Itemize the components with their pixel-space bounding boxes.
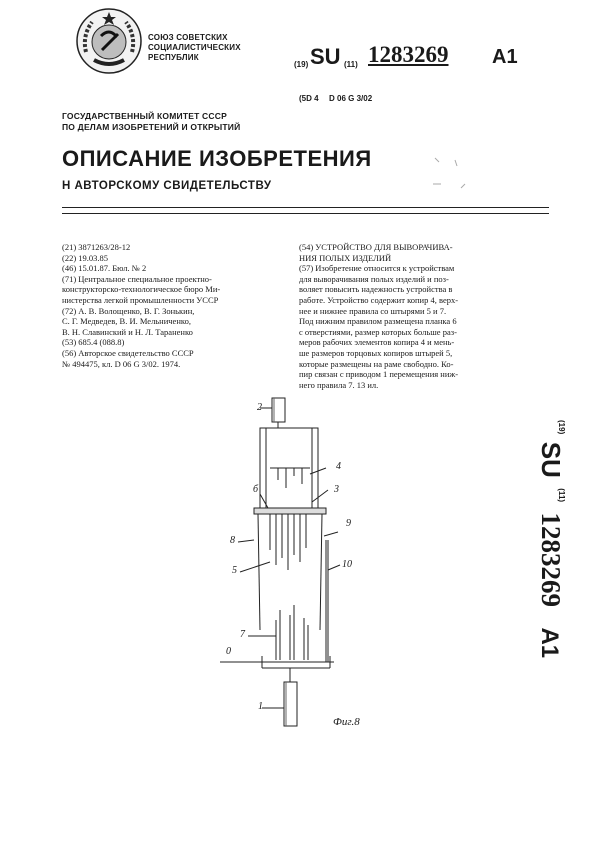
abstract-line: работе. Устройство содержит копир 4, верх- <box>299 294 459 305</box>
label-1: 1 <box>258 701 263 712</box>
label-10: 10 <box>342 559 352 570</box>
org-line: СОЮЗ СОВЕТСКИХ <box>148 33 228 42</box>
frame-top <box>260 428 318 510</box>
patent-number: 1283269 <box>368 42 449 67</box>
plate <box>254 508 326 514</box>
abstract-line: для выворачивания полых изделий и поз- <box>299 273 449 284</box>
side-code-11: (11) <box>557 488 566 503</box>
label-6: б <box>253 484 259 495</box>
label-8: 8 <box>230 535 235 546</box>
abstract <box>299 242 458 390</box>
side-number: 1283269 <box>536 512 566 608</box>
biblio-line: (21) 3871263/28-12 <box>62 242 131 252</box>
kind-code: A1 <box>492 46 518 68</box>
abstract-line: (54) УСТРОЙСТВО ДЛЯ ВЫВОРАЧИВА- <box>299 242 453 252</box>
biblio-line: В. Н. Славинский и Н. Л. Тараненко <box>62 326 193 337</box>
org-line: РЕСПУБЛИК <box>148 53 199 62</box>
committee-line: ГОСУДАРСТВЕННЫЙ КОМИТЕТ СССР <box>62 111 227 121</box>
biblio-line: (71) Центральное специальное проектно- <box>62 273 212 284</box>
biblio-line: (53) 685.4 (088.8) <box>62 337 125 348</box>
label-9: 9 <box>346 518 351 529</box>
biblio-line: (72) А. В. Волощенко, В. Г. Зонькин, <box>62 305 195 316</box>
code-11: (11) <box>344 60 358 69</box>
biblio-line: конструкторско-технологическое бюро Ми- <box>62 284 221 295</box>
biblio-line: № 494475, кл. D 06 G 3/02. 1974. <box>62 358 181 369</box>
title-rule-2 <box>62 213 549 214</box>
title-rule <box>62 207 549 208</box>
abstract-line: пир связан с приводом 1 перемещения ниж- <box>299 369 459 380</box>
label-3: 3 <box>334 484 339 495</box>
biblio-line: (22) 19.03.85 <box>62 252 109 263</box>
committee-line: ПО ДЕЛАМ ИЗОБРЕТЕНИЙ И ОТКРЫТИЙ <box>62 122 241 132</box>
document-subtitle: Н АВТОРСКОМУ СВИДЕТЕЛЬСТВУ <box>62 180 272 192</box>
biblio-line: нистерства легкой промышленности УССР <box>62 294 219 305</box>
abstract-line: которые размещены на раме свободно. Ко- <box>299 358 454 369</box>
label-7: 7 <box>240 629 245 640</box>
label-0: 0 <box>226 646 231 657</box>
stamp-marks <box>425 150 485 195</box>
abstract-line: нее и нижнее правила со штырями 5 и 7. <box>299 305 447 316</box>
abstract-line: Под нижним правилом размещена планка 6 <box>299 316 457 327</box>
label-2: 2 <box>257 402 262 413</box>
biblio-line: С. Г. Медведев, В. И. Мельниченко, <box>62 316 191 327</box>
org-name <box>148 33 241 63</box>
code-19: (19) <box>294 60 309 69</box>
figure-caption: Фиг.8 <box>333 716 360 728</box>
abstract-line: него правила 7. 13 ил. <box>299 379 379 390</box>
ipc-class: D 06 G 3/02 <box>329 94 373 103</box>
side-country: SU <box>536 441 566 478</box>
side-identifier <box>535 420 566 658</box>
label-5: 5 <box>232 565 237 576</box>
country-code: SU <box>310 44 341 69</box>
abstract-line: (57) Изобретение относится к устройствам <box>299 263 455 274</box>
abstract-line: НИЯ ПОЛЫХ ИЗДЕЛИЙ <box>299 252 392 263</box>
document-title: ОПИСАНИЕ ИЗОБРЕТЕНИЯ <box>62 146 372 171</box>
abstract-line: ше размеров торцовых копиров штырей 5, <box>299 347 453 358</box>
bibliographic-data <box>62 242 220 369</box>
side-kind: A1 <box>536 627 563 659</box>
abstract-line: воляет повысить надежность устройства в <box>299 284 453 295</box>
abstract-line: меров рабочих элементов копира 4 и мень- <box>299 337 455 348</box>
org-line: СОЦИАЛИСТИЧЕСКИХ <box>148 43 241 52</box>
biblio-line: (56) Авторское свидетельство СССР <box>62 347 194 358</box>
label-4: 4 <box>336 461 341 472</box>
side-code-19: (19) <box>557 420 566 435</box>
abstract-line: с отверстиями, размер которых больше раз- <box>299 326 457 337</box>
code-51: (5D 4 <box>299 94 319 103</box>
ussr-emblem <box>74 6 144 76</box>
biblio-line: (46) 15.01.87. Бюл. № 2 <box>62 263 147 274</box>
committee <box>62 111 240 133</box>
pins-lower <box>276 605 308 660</box>
pins-upper <box>270 514 306 570</box>
